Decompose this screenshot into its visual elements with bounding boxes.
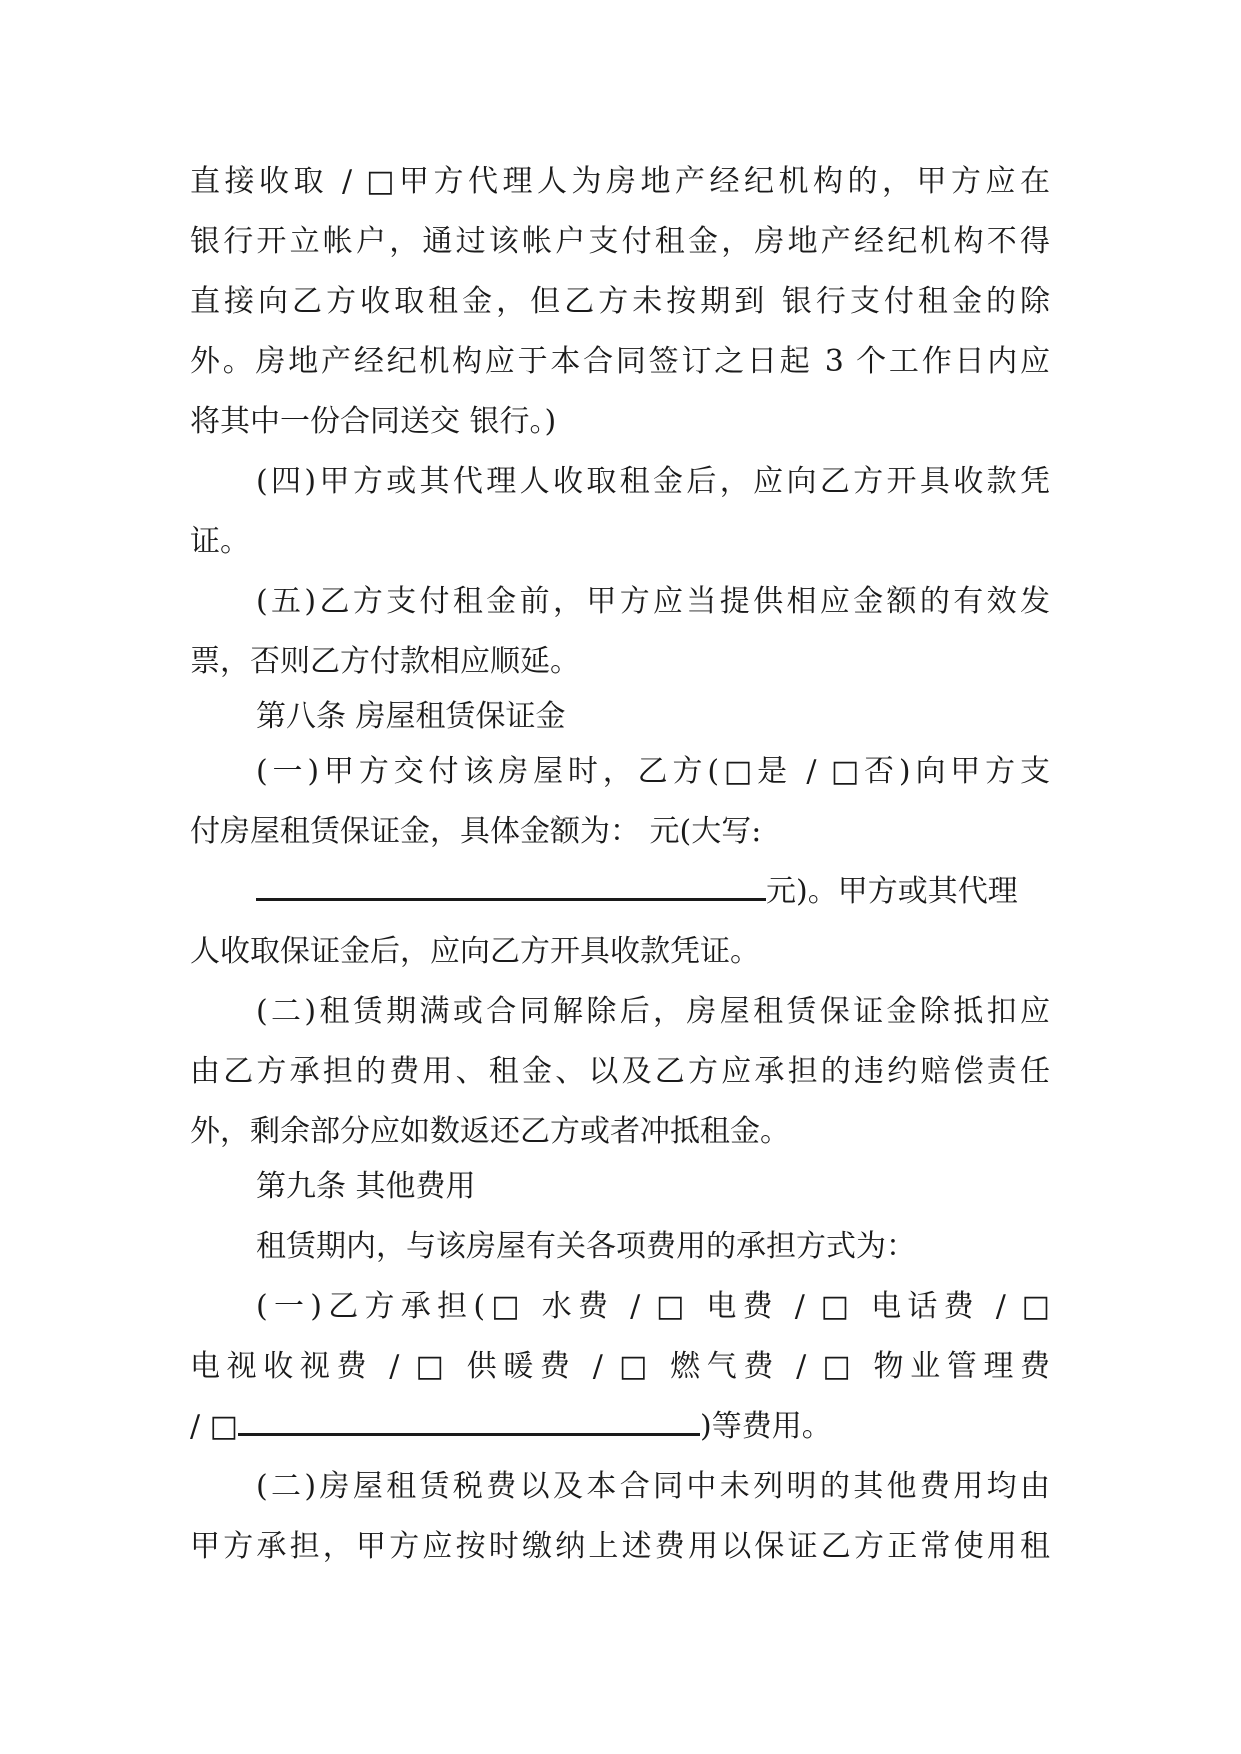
text-line: 甲方承担，甲方应按时缴纳上述费用以保证乙方正常使用租 — [190, 1529, 1050, 1564]
article-9-heading: 第九条 其他费用 — [256, 1169, 476, 1204]
text-line: 租赁期内，与该房屋有关各项费用的承担方式为： — [256, 1229, 916, 1264]
article-8-heading: 第八条 房屋租赁保证金 — [256, 699, 566, 734]
text-line: 付房屋租赁保证金，具体金额为： 元(大写: — [190, 814, 762, 849]
other-fees-blank[interactable] — [238, 1407, 700, 1436]
text-segment: 元)。甲方或其代理 — [766, 874, 1018, 909]
clause-4: (四)甲方或其代理人收取租金后，应向乙方开具收款凭 — [256, 464, 1050, 499]
text-line: 证。 — [190, 524, 250, 559]
text-line: 将其中一份合同送交 银行。) — [190, 404, 557, 439]
other-fees-row — [190, 1407, 832, 1447]
clause-9-1: (一)乙方承担(□ 水费 / □ 电费 / □ 电话费 / □ — [256, 1289, 1050, 1324]
text-line: 人收取保证金后，应向乙方开具收款凭证。 — [190, 934, 760, 969]
text-line: 由乙方承担的费用、租金、以及乙方应承担的违约赔偿责任 — [190, 1054, 1050, 1089]
clause-9-2: (二)房屋租赁税费以及本合同中未列明的其他费用均由 — [256, 1469, 1050, 1504]
clause-8-1: (一)甲方交付该房屋时，乙方(□是 / □否)向甲方支 — [256, 754, 1050, 789]
text-line: 外。房地产经纪机构应于本合同签订之日起 3 个工作日内应 — [190, 344, 1050, 379]
deposit-amount-row — [256, 872, 1018, 912]
text-segment: )等费用。 — [700, 1409, 832, 1444]
text-line: 票，否则乙方付款相应顺延。 — [190, 644, 580, 679]
clause-5: (五)乙方支付租金前，甲方应当提供相应金额的有效发 — [256, 584, 1050, 619]
deposit-amount-blank[interactable] — [256, 872, 766, 901]
text-line: 直接向乙方收取租金，但乙方未按期到 银行支付租金的除 — [190, 284, 1050, 319]
text-line: 电视收视费 / □ 供暖费 / □ 燃气费 / □ 物业管理费 — [190, 1349, 1050, 1384]
text-line: 直接收取 / □甲方代理人为房地产经纪机构的，甲方应在 — [190, 164, 1050, 199]
text-line: 银行开立帐户，通过该帐户支付租金，房地产经纪机构不得 — [190, 224, 1050, 259]
text-line: 外，剩余部分应如数返还乙方或者冲抵租金。 — [190, 1114, 790, 1149]
clause-8-2: (二)租赁期满或合同解除后，房屋租赁保证金除抵扣应 — [256, 994, 1050, 1029]
text-segment: / □ — [190, 1409, 238, 1444]
